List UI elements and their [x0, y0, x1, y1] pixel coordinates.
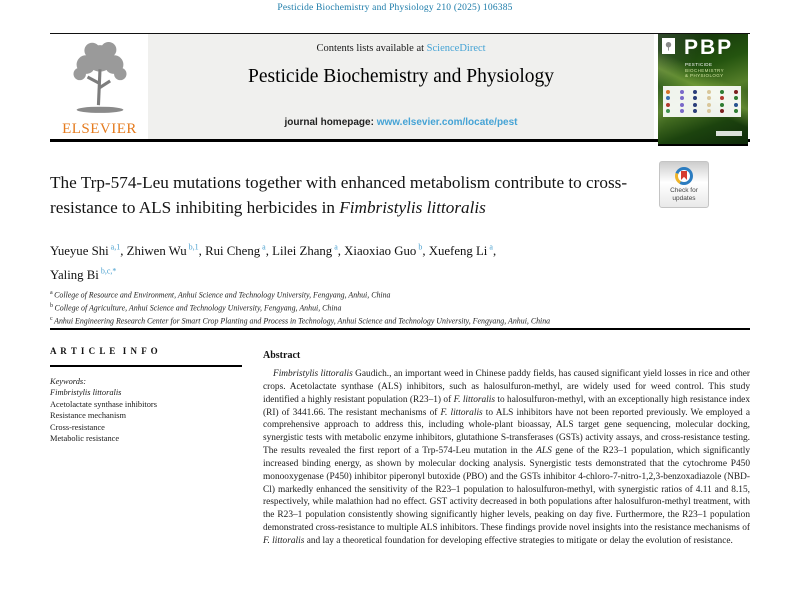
cover-figure-dot	[666, 90, 670, 94]
cover-figure-dot	[720, 103, 724, 107]
journal-title: Pesticide Biochemistry and Physiology	[247, 66, 555, 87]
homepage-url-link[interactable]: www.elsevier.com/locate/pest	[376, 117, 518, 128]
contents-text: Contents lists available at	[316, 43, 427, 54]
cover-journal-name: PESTICIDE BIOCHEMISTRY & PHYSIOLOGY	[685, 62, 724, 78]
affiliation: $^a$ College of Resource and Environment, Anhui Science and Technology University, Fengyang, Anhui, China	[50, 290, 391, 300]
cover-figure-dot	[707, 90, 711, 94]
article-info-rule	[50, 365, 242, 367]
journal-reference: Pesticide Biochemistry and Physiology 210 (2025) 106385	[277, 3, 513, 13]
author-affiliation-sup: b	[416, 243, 423, 252]
keyword: Metabolic resistance	[50, 434, 120, 444]
journal-header-box	[148, 34, 654, 139]
cover-figure-grid	[663, 86, 741, 117]
author: Yueyue Shi $^{a,1}$,	[50, 243, 127, 259]
cover-figure-dot	[734, 90, 738, 94]
affiliation: $^b$ College of Agriculture, Anhui Science and Technology University, Fengyang, Anhui, China	[50, 302, 342, 313]
author-affiliation-sup: a	[487, 243, 493, 252]
cover-figure-dot	[734, 96, 738, 100]
contents-line	[148, 43, 654, 54]
cover-figure-dot	[693, 103, 697, 107]
keywords-label: Keywords:	[50, 376, 86, 386]
keywords-list	[50, 387, 242, 445]
keyword: Acetolactate synthase inhibitors	[50, 399, 157, 409]
keyword: Resistance mechanism	[50, 411, 127, 421]
cover-figure-dot	[720, 109, 724, 113]
cover-figure-dot	[680, 109, 684, 113]
cover-figure-dot	[666, 103, 670, 107]
check-for-updates-badge[interactable]	[659, 161, 709, 208]
homepage-line	[148, 117, 654, 128]
author: Yaling Bi $^{b,c,*}$	[50, 266, 117, 283]
article-title	[50, 170, 682, 220]
article-title-species: Fimbristylis littoralis	[339, 198, 486, 217]
author: Xuefeng Li $^a$,	[428, 243, 497, 259]
author: Lilei Zhang $^a$,	[272, 243, 345, 259]
section-divider-rule	[50, 328, 750, 330]
author-affiliation-sup: a	[260, 243, 266, 252]
cover-figure-dot	[707, 109, 711, 113]
author-affiliation-sup: a	[332, 243, 338, 252]
author: Zhiwen Wu $^{b,1}$,	[126, 243, 206, 259]
abstract-column	[263, 346, 750, 548]
cover-publisher-tag	[716, 131, 742, 136]
article-title-text: The Trp-574-Leu mutations together with enhanced metabolism contribute to cross-resistance to ALS inhibiting herbicides in	[50, 173, 628, 217]
cover-figure-dot	[693, 90, 697, 94]
check-updates-label: Check for updates	[670, 187, 698, 202]
cover-elsevier-mini-logo	[662, 38, 675, 54]
cover-figure-dot	[666, 109, 670, 113]
cover-figure-dot	[693, 96, 697, 100]
elsevier-wordmark: ELSEVIER	[62, 121, 137, 137]
cover-figure-dot	[666, 96, 670, 100]
cover-figure-dot	[680, 96, 684, 100]
cover-figure-dot	[734, 109, 738, 113]
keyword: Fimbristylis littoralis	[50, 388, 122, 398]
keywords-block	[50, 376, 242, 446]
cover-figure-dot	[680, 90, 684, 94]
check-updates-icon	[675, 167, 693, 185]
cover-figure-dot	[707, 96, 711, 100]
cover-figure-dot	[720, 96, 724, 100]
cover-figure-dot	[734, 103, 738, 107]
author-affiliation-sup: b,c,*	[98, 266, 117, 276]
keyword: Cross-resistance	[50, 422, 105, 432]
journal-cover-thumbnail[interactable]	[658, 34, 748, 146]
cover-journal-abbrev: PBP	[684, 36, 734, 59]
author-list	[50, 238, 740, 286]
header-bottom-rule	[50, 139, 750, 142]
homepage-label: journal homepage:	[284, 117, 377, 128]
abstract-text: Fimbristylis littoralis Gaudich., an important weed in Chinese paddy fields, has caused significant yield losses in rice and other crops. Acetolactate synthase (ALS) inhibitors, such as halosulfuron-methyl, are widely used for weed control. This study identified a highly resistant population (R23–1) of F. littoralis to halosulfuron-methyl, with an exceptionally high resistance index (RI) of 3441.66. The resistant mechanisms of F. littoralis to ALS inhibitors have not been reported previously. We employed a comprehensive approach to address this, including whole-plant bioassay, ALS target gene sequencing, molecular docking, synergistic tests with metabolic enzyme inhibitors, glutathione S-transferases (GSTs) activity assays, and cross-resistance testing. The results revealed the first report of a Trp-574-Leu mutation in the ALS gene of the R23–1 population, which significantly increased binding energy, as shown by molecular docking analysis. Synergistic tests demonstrated that the cytochrome P450 monooxygenase (P450) inhibitor piperonyl butoxide (PBO) and the GSTs inhibitor 4-chloro-7-nitro-1,2,3-benzoxadiazole (NBD-Cl) markedly enhanced the sensitivity of the R23–1 population to halosulfuron-methyl, with synergistic ratios of 4.11 and 8.15, respectively, while malathion had no effect. GST activity decreased in both populations after halosulfuron-methyl treatment, with the R23–1 population consistently showing significantly higher levels, peaking on day five. Furthermore, the R23–1 population demonstrated cross-resistance to multiple ALS inhibitors. These findings provide novel insights into the resistance mechanisms of F. littoralis and lay a theoretical foundation for developing effective strategies to mitigate or delay the evolution of resistance.	[263, 369, 751, 546]
elsevier-tree-icon	[52, 38, 147, 120]
affiliation: $^c$ Anhui Engineering Research Center for Smart Crop Planting and Process in Technology, Anhui Science and Technology University, Fengyang, Anhui, China	[50, 315, 551, 326]
cover-figure-dot	[680, 103, 684, 107]
cover-figure-dot	[693, 109, 697, 113]
author-affiliation-sup: b,1	[186, 243, 199, 252]
elsevier-logo	[52, 38, 147, 140]
abstract-heading: Abstract	[263, 350, 301, 361]
cover-figure-dot	[720, 90, 724, 94]
affiliation-list	[50, 288, 750, 327]
author: Xiaoxiao Guo $^b$,	[344, 243, 429, 259]
cover-figure-dot	[707, 103, 711, 107]
author: Rui Cheng $^a$,	[205, 243, 273, 259]
author-affiliation-sup: a,1	[108, 243, 121, 252]
sciencedirect-link[interactable]: ScienceDirect	[426, 43, 486, 54]
article-info-heading: A R T I C L E I N F O	[50, 346, 159, 356]
article-info-column	[50, 346, 242, 445]
